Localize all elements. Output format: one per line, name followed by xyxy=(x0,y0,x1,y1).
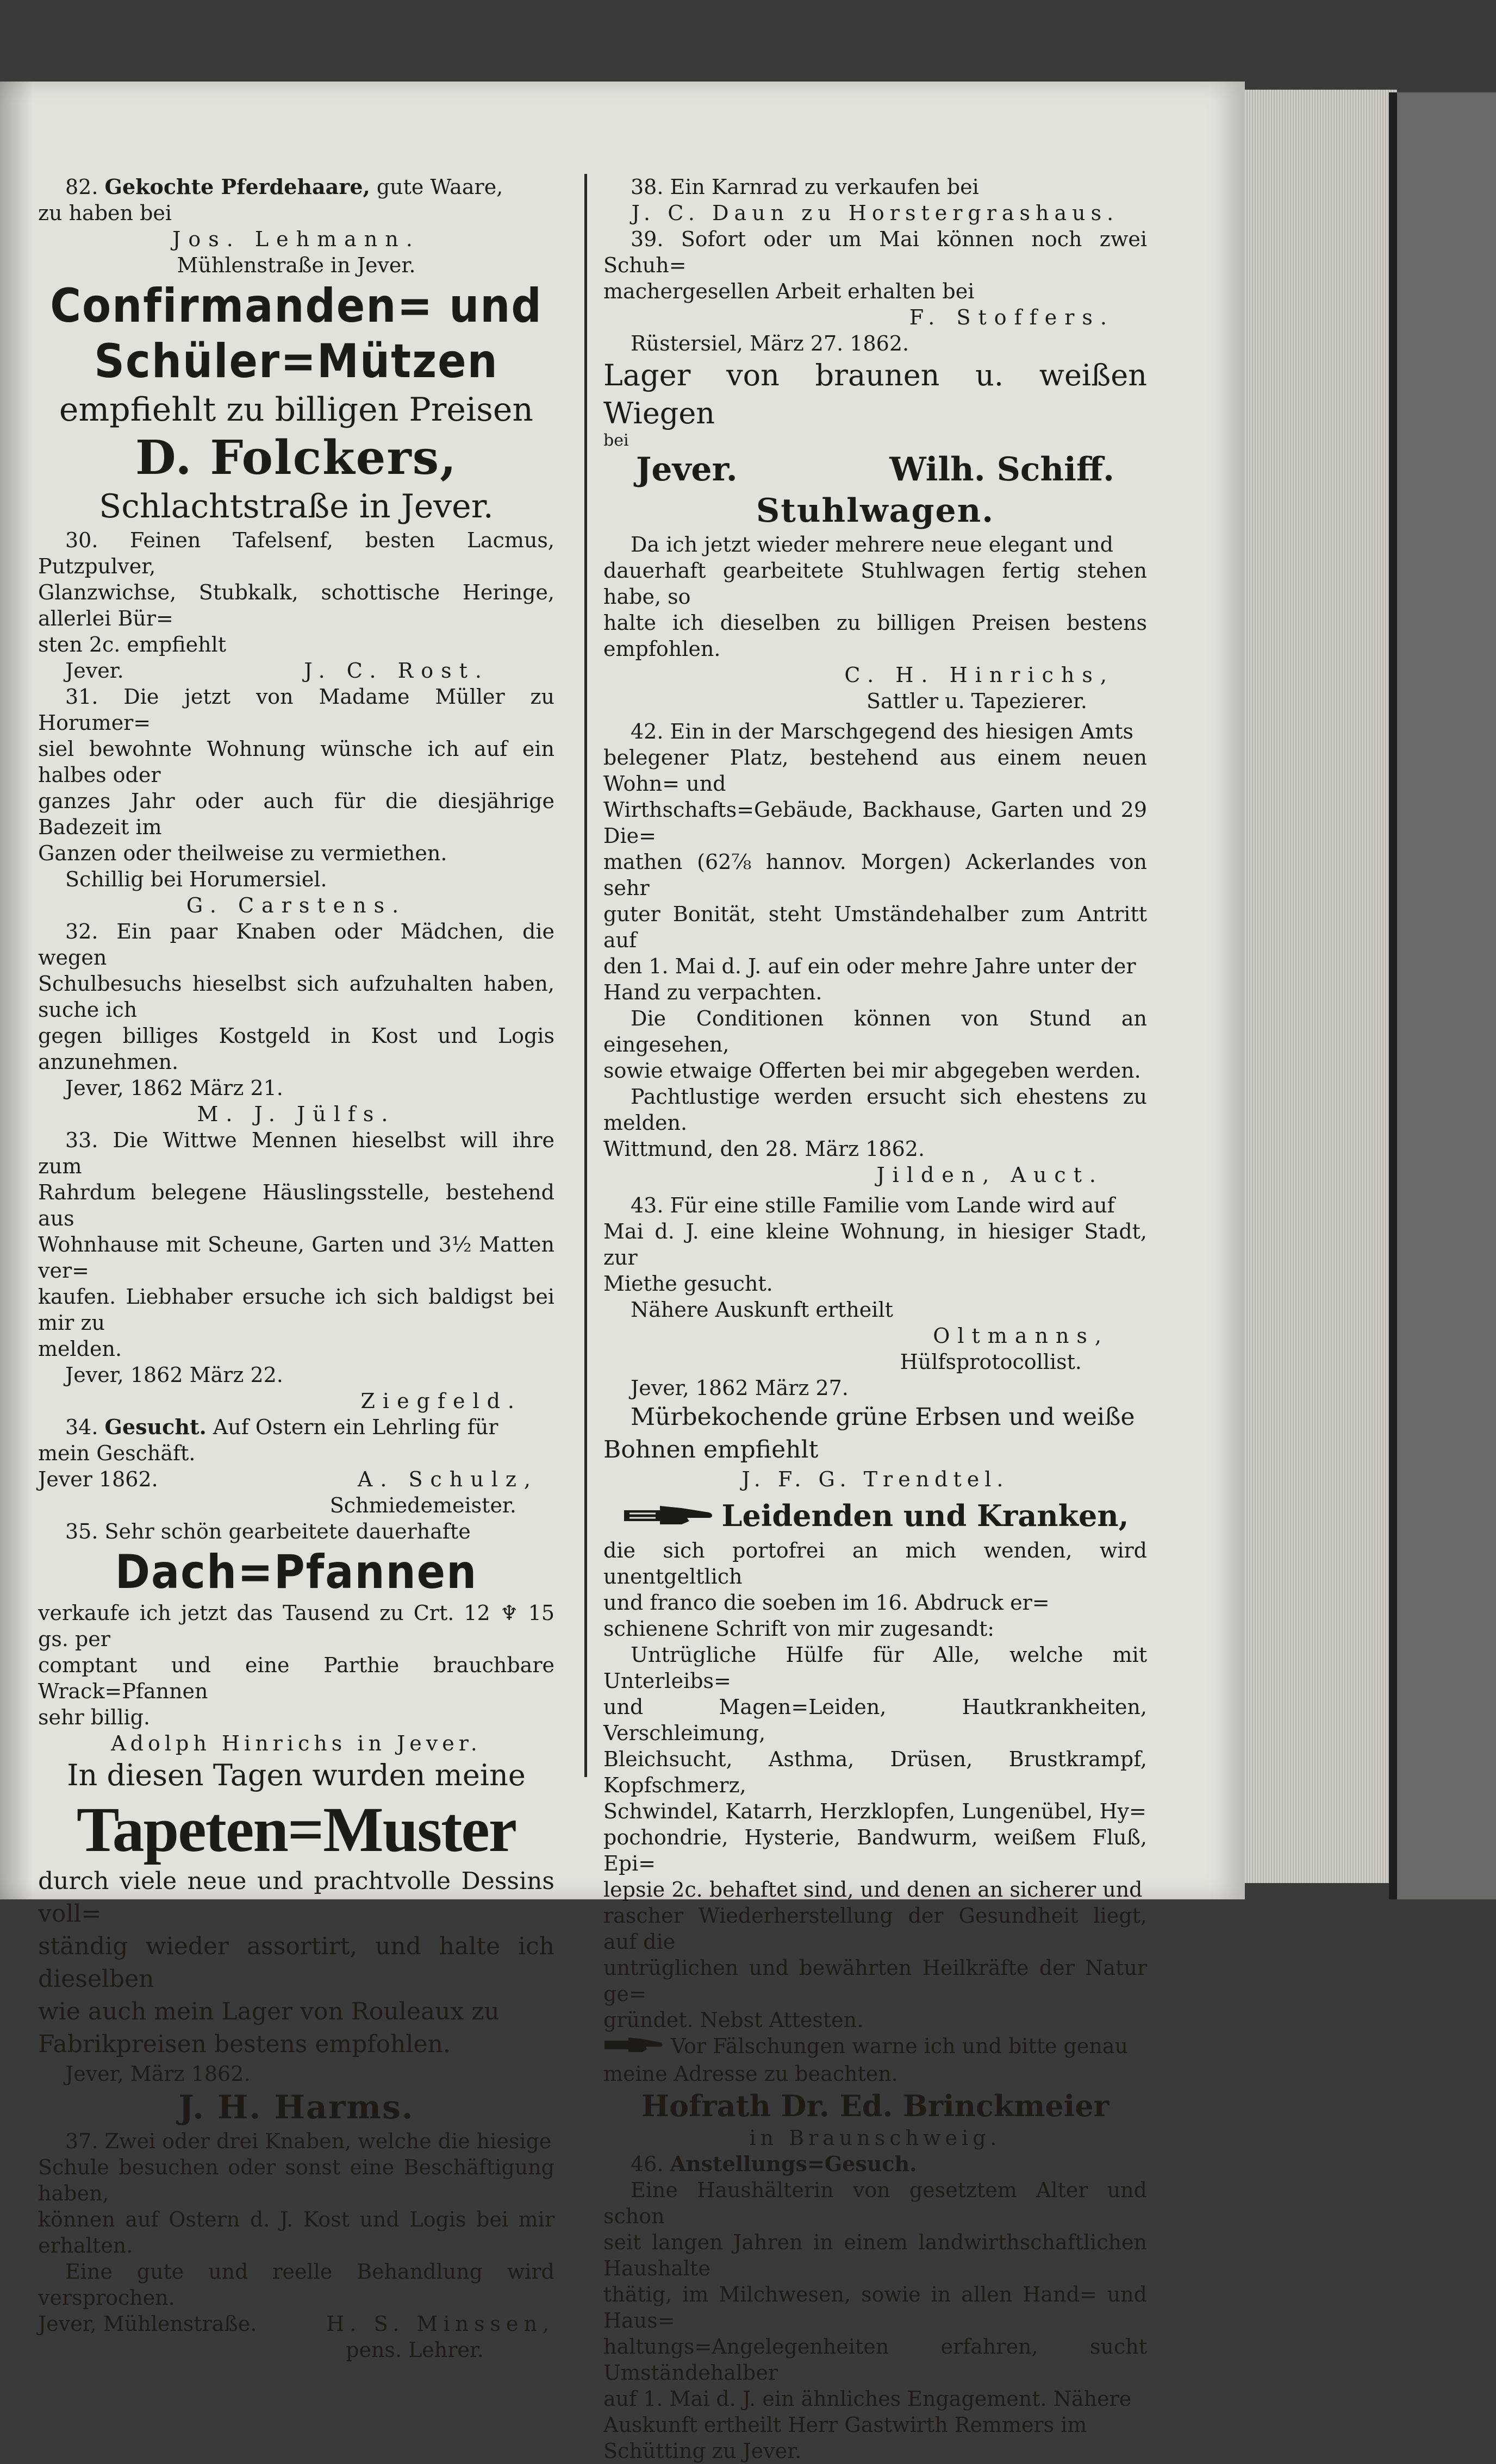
place: Jever, Mühlenstraße. xyxy=(38,2312,257,2336)
ad-line: ganzes Jahr oder auch für die diesjährige Badezeit im xyxy=(38,789,554,839)
ad-34 xyxy=(38,1414,554,1518)
left-column xyxy=(38,174,554,2363)
advertiser-name: J. C. Daun zu Horstergrashaus. xyxy=(631,201,1119,225)
ad-harms xyxy=(38,1756,554,2128)
ad-number: 82. xyxy=(65,175,98,199)
ad-line: kaufen. Liebhaber ersuche ich sich baldigst bei mir zu xyxy=(38,1285,554,1335)
ad-line: und Magen=Leiden, Hautkrankheiten, Verschleimung, xyxy=(603,1694,1147,1745)
ad-43 xyxy=(603,1192,1147,1401)
page-edges xyxy=(1245,90,1397,1883)
advertiser-name: J. F. G. Trendtel. xyxy=(741,1467,1009,1491)
ad-line: Schule besuchen oder sonst eine Beschäftigung haben, xyxy=(38,2155,554,2205)
ad-keyword: Anstellungs=Gesuch. xyxy=(670,2152,917,2177)
ad-46 xyxy=(603,2151,1147,2464)
advertiser-title: Schmiedemeister. xyxy=(329,1493,516,1517)
ad-line: guter Bonität, steht Umständehalber zum Antritt auf xyxy=(603,902,1147,952)
right-column xyxy=(603,174,1147,2464)
ad-line xyxy=(603,2151,1147,2177)
advertiser-name: Adolph Hinrichs in Jever. xyxy=(111,1731,482,1755)
ad-35 xyxy=(38,1518,554,1756)
ad-38 xyxy=(603,174,1147,226)
ad-folckers xyxy=(38,278,554,527)
ad-line: siel bewohnte Wohnung wünsche ich auf ein halbes oder xyxy=(38,737,554,787)
advertiser-address: Schlachtstraße in Jever. xyxy=(99,487,494,526)
ad-line: Schillig bei Horumersiel. xyxy=(65,867,327,891)
ad-30 xyxy=(38,527,554,684)
advertiser-title: Hülfsprotocollist. xyxy=(900,1350,1082,1374)
ad-line: Schulbesuchs hieselbst sich aufzuhalten haben, suche ich xyxy=(38,972,554,1022)
ad-line: 42. Ein in der Marschgegend des hiesigen Amts xyxy=(631,720,1133,743)
ad-line xyxy=(38,174,554,200)
ad-line: rascher Wiederherstellung der Gesundheit liegt, auf die xyxy=(603,1903,1147,1954)
advertiser-name: Jilden, Auct. xyxy=(876,1163,1104,1187)
date: Jever, 1862 März 27. xyxy=(631,1376,849,1400)
ad-line: wie auch mein Lager von Rouleaux zu xyxy=(38,1998,500,2025)
advertiser-name: Ziegfeld. xyxy=(360,1389,522,1413)
ad-line: 32. Ein paar Knaben oder Mädchen, die wegen xyxy=(38,920,554,970)
book-cover xyxy=(1397,92,1496,1899)
ad-line: Eine Haushälterin von gesetztem Alter und schon xyxy=(603,2178,1147,2229)
ad-line: 38. Ein Karnrad zu verkaufen bei xyxy=(631,175,979,199)
ad-line: Schwindel, Katarrh, Herzklopfen, Lungenübel, Hy= xyxy=(603,1799,1146,1823)
ad-line: machergesellen Arbeit erhalten bei xyxy=(603,279,975,303)
ad-line: ständig wieder assortirt, und halte ich dieselben xyxy=(38,1933,554,1993)
signature-row xyxy=(38,658,554,684)
ad-line: die sich portofrei an mich wenden, wird unentgeltlich xyxy=(603,1538,1147,1589)
advertiser-name: F. Stoffers. xyxy=(909,305,1114,329)
ad-hinrichs xyxy=(603,490,1147,714)
advertiser-name: M. J. Jülfs. xyxy=(197,1102,396,1126)
date: Wittmund, den 28. März 1862. xyxy=(603,1137,925,1161)
place: Jever. xyxy=(65,659,124,683)
ad-line: melden. xyxy=(38,1337,122,1361)
advertiser-title: Sattler u. Tapezierer. xyxy=(867,689,1087,713)
ad-line: Nähere Auskunft ertheilt xyxy=(631,1298,893,1322)
advertiser-name: Wilh. Schiff. xyxy=(889,451,1114,489)
ad-39 xyxy=(603,226,1147,357)
advertiser-title: pens. Lehrer. xyxy=(346,2338,484,2362)
ad-number: 46. xyxy=(631,2152,664,2177)
ad-line: seit langen Jahren in einem landwirthschaftlichen Haushalte xyxy=(603,2230,1147,2281)
ad-line: Bohnen empfiehlt xyxy=(603,1436,819,1464)
ad-line: meine Adresse zu beachten. xyxy=(603,2062,898,2086)
ad-line: 30. Feinen Tafelsenf, besten Lacmus, Putzpulver, xyxy=(38,528,554,578)
ad-31 xyxy=(38,684,554,918)
ad-line: verkaufe ich jetzt das Tausend zu Crt. 12 ♆ 15 gs. per xyxy=(38,1601,554,1651)
gutter-shadow xyxy=(0,82,33,1899)
ad-line: Mürbekochende grüne Erbsen und weiße xyxy=(631,1403,1135,1431)
headline: Lager von braunen u. weißen Wiegen xyxy=(603,358,1147,430)
ad-line: 31. Die jetzt von Madame Müller zu Horumer= xyxy=(38,685,554,735)
advertiser-name: J. C. Rost. xyxy=(304,659,489,683)
ad-line: mein Geschäft. xyxy=(38,1441,196,1465)
ad-trendtel xyxy=(603,1401,1147,1492)
ad-text: Vor Fälschungen warne ich und bitte genau xyxy=(671,2034,1128,2058)
ad-line: sten 2c. empfiehlt xyxy=(38,633,227,656)
ad-line: Mai d. J. eine kleine Wohnung, in hiesiger Stadt, zur xyxy=(603,1220,1147,1269)
date: Jever, März 1862. xyxy=(65,2062,251,2086)
ad-line: Rahrdum belegene Häuslingsstelle, bestehend aus xyxy=(38,1180,554,1230)
ad-line: 39. Sofort oder um Mai können noch zwei Schuh= xyxy=(603,227,1147,277)
ad-line: durch viele neue und prachtvolle Dessins voll= xyxy=(38,1867,554,1928)
ad-line: halte ich dieselben zu billigen Preisen bestens empfohlen. xyxy=(603,611,1147,661)
ad-line: den 1. Mai d. J. auf ein oder mehre Jahre unter der xyxy=(603,954,1136,978)
ad-line: dauerhaft gearbeitete Stuhlwagen fertig stehen habe, so xyxy=(603,559,1147,609)
headline: Dach=Pfannen xyxy=(115,1545,478,1599)
ad-33 xyxy=(38,1127,554,1414)
signature-row xyxy=(38,2311,554,2337)
ad-line: Bleichsucht, Asthma, Drüsen, Brustkrampf, Kopfschmerz, xyxy=(603,1747,1147,1797)
ad-line: Auskunft ertheilt Herr Gastwirth Remmers im xyxy=(603,2413,1087,2437)
ad-brinckmeier xyxy=(603,1497,1147,2151)
ad-text: gute Waare, xyxy=(376,175,503,199)
advertiser-name: Oltmanns, xyxy=(933,1324,1109,1348)
headline: Confirmanden= und xyxy=(50,279,543,333)
ad-keyword: Gekochte Pferdehaare, xyxy=(104,174,370,199)
advertiser-address: in Braunschweig. xyxy=(749,2126,1001,2150)
ad-line: gegen billiges Kostgeld in Kost und Logis anzunehmen. xyxy=(38,1024,554,1074)
ad-number: 34. xyxy=(65,1415,98,1439)
ad-line: 35. Sehr schön gearbeitete dauerhafte xyxy=(65,1519,471,1543)
pointing-hand-icon xyxy=(622,1499,714,1537)
ad-line: sowie etwaige Offerten bei mir abgegeben werden. xyxy=(603,1059,1141,1083)
ad-line: auf 1. Mai d. J. ein ähnliches Engagement. Nähere xyxy=(603,2387,1132,2411)
advertiser-name: A. Schulz, xyxy=(357,1467,538,1491)
ad-42 xyxy=(603,718,1147,1188)
ad-32 xyxy=(38,918,554,1127)
ad-line: pochondrie, Hysterie, Bandwurm, weißem Fluß, Epi= xyxy=(603,1825,1147,1875)
ad-keyword: Gesucht. xyxy=(104,1415,207,1439)
date: Rüstersiel, März 27. 1862. xyxy=(631,332,909,355)
ad-text: Auf Ostern ein Lehrling für xyxy=(213,1415,498,1439)
ad-line: Eine gute und reelle Behandlung wird versprochen. xyxy=(38,2260,554,2310)
date: Jever, 1862 März 21. xyxy=(65,1076,283,1100)
ad-line: Miethe gesucht. xyxy=(603,1272,773,1296)
ad-line: Untrügliche Hülfe für Alle, welche mit Unterleibs= xyxy=(603,1642,1147,1693)
advertiser-name: J. H. Harms. xyxy=(178,2088,414,2127)
ad-line: Fabrikpreisen bestens empfohlen. xyxy=(38,2030,451,2058)
ad-line xyxy=(38,1414,554,1440)
headline: In diesen Tagen wurden meine xyxy=(67,1758,526,1792)
ad-line: Pachtlustige werden ersucht sich ehestens zu melden. xyxy=(603,1085,1147,1135)
ad-line: 37. Zwei oder drei Knaben, welche die hiesige xyxy=(65,2129,552,2153)
advertiser-name: C. H. Hinrichs, xyxy=(844,663,1114,687)
ad-line: Hand zu verpachten. xyxy=(603,980,822,1004)
ad-37 xyxy=(38,2128,554,2363)
subheadline: empfiehlt zu billigen Preisen xyxy=(59,391,534,429)
date: Jever, 1862 März 22. xyxy=(65,1363,283,1387)
date: Jever 1862. xyxy=(38,1467,158,1491)
headline-row xyxy=(603,1497,1147,1537)
ad-schiff xyxy=(603,357,1147,490)
ad-line: sehr billig. xyxy=(38,1705,151,1729)
ad-line: Ganzen oder theilweise zu vermiethen. xyxy=(38,841,447,865)
ad-line: können auf Ostern d. J. Kost und Logis bei mir erhalten. xyxy=(38,2207,554,2257)
ad-line: 33. Die Wittwe Mennen hieselbst will ihre zum xyxy=(38,1128,554,1178)
ad-line: Die Conditionen können von Stund an eingesehen, xyxy=(603,1006,1147,1056)
advertiser-name: G. Carstens. xyxy=(186,893,407,917)
signature-row xyxy=(38,1466,554,1492)
advertiser-name: Jos. Lehmann. xyxy=(172,227,420,251)
pointing-hand-icon xyxy=(603,2035,663,2061)
ad-line: Glanzwichse, Stubkalk, schottische Heringe, allerlei Bür= xyxy=(38,580,554,630)
ad-line: Schütting zu Jever. xyxy=(603,2439,802,2463)
ad-line: mathen (62⅞ hannov. Morgen) Ackerlandes von sehr xyxy=(603,850,1147,900)
advertiser-address: Mühlenstraße in Jever. xyxy=(177,253,416,277)
column-rule xyxy=(584,174,587,1777)
headline: Stuhlwagen. xyxy=(756,492,995,530)
ad-line: zu haben bei xyxy=(38,201,172,225)
headline: Schüler=Mützen xyxy=(94,334,498,389)
advertiser-name: Hofrath Dr. Ed. Brinckmeier xyxy=(641,2088,1109,2124)
ad-line: Da ich jetzt wieder mehrere neue elegant und xyxy=(631,533,1113,556)
ad-82 xyxy=(38,174,554,278)
advertiser-name: D. Folckers, xyxy=(135,430,458,485)
ad-line: belegener Platz, bestehend aus einem neuen Wohn= und xyxy=(603,746,1147,796)
ad-line: untrüglichen und bewährten Heilkräfte der Natur ge= xyxy=(603,1955,1147,2006)
ad-line: bei xyxy=(603,431,629,450)
signature-row xyxy=(603,449,1147,490)
ad-line: gründet. Nebst Attesten. xyxy=(603,2008,864,2032)
place: Jever. xyxy=(636,451,738,489)
ad-line xyxy=(603,2033,1147,2061)
headline: Tapeten=Muster xyxy=(76,1794,516,1865)
headline-text: Leidenden und Kranken, xyxy=(721,1498,1129,1533)
advertiser-name: H. S. Minssen, xyxy=(326,2312,554,2336)
ad-line: und franco die soeben im 16. Abdruck er= xyxy=(603,1590,1050,1615)
ad-line: Wohnhause mit Scheune, Garten und 3½ Matten ver= xyxy=(38,1233,554,1283)
ad-line: Wirthschafts=Gebäude, Backhause, Garten und 29 Die= xyxy=(603,798,1147,848)
ad-line: lepsie 2c. behaftet sind, und denen an sicherer und xyxy=(603,1877,1143,1902)
ad-line: haltungs=Angelegenheiten erfahren, sucht Umständehalber xyxy=(603,2335,1147,2385)
ad-line: schienene Schrift von mir zugesandt: xyxy=(603,1616,995,1641)
ad-line: thätig, im Milchwesen, sowie in allen Hand= und Haus= xyxy=(603,2282,1147,2333)
ad-line: comptant und eine Parthie brauchbare Wrack=Pfannen xyxy=(38,1653,554,1703)
ad-line: 43. Für eine stille Familie vom Lande wird auf xyxy=(631,1193,1115,1217)
